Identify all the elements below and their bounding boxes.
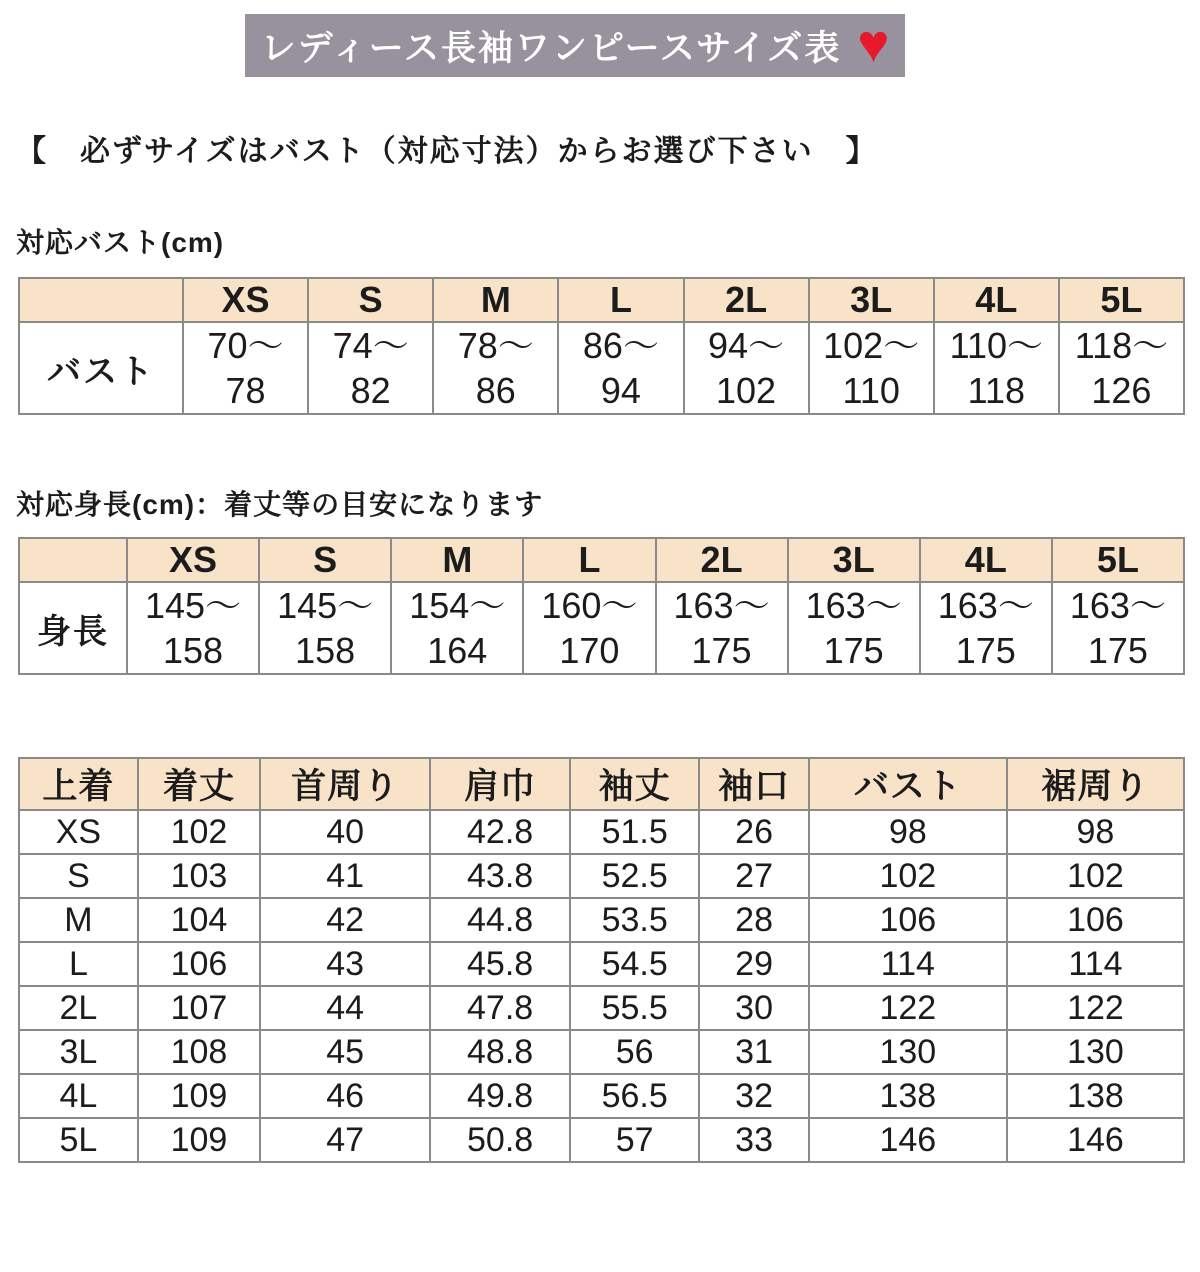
height-row-label: 身長 <box>19 582 127 674</box>
garment-value-cell: 45.8 <box>430 942 570 986</box>
size-range-cell: 163～ 175 <box>1052 582 1184 674</box>
garment-value-cell: 102 <box>809 854 1007 898</box>
page-title: レディース長袖ワンピースサイズ表 <box>260 28 842 68</box>
height-section-label: 対応身長(cm)：着丈等の目安になります <box>16 489 544 520</box>
size-range-cell: 86～ 94 <box>558 322 683 414</box>
size-header-cell: S <box>308 278 433 322</box>
size-range-cell: 160～ 170 <box>523 582 655 674</box>
garment-header-cell: 着丈 <box>138 758 260 810</box>
size-header-cell: 3L <box>788 538 920 582</box>
size-range-cell: 163～ 175 <box>656 582 788 674</box>
garment-value-cell: 102 <box>1007 854 1184 898</box>
garment-measurements-table <box>18 757 1185 1163</box>
garment-value-cell: 106 <box>809 898 1007 942</box>
garment-value-cell: 146 <box>809 1118 1007 1162</box>
garment-header-row <box>19 758 1184 810</box>
size-header-cell: 4L <box>934 278 1059 322</box>
garment-row <box>19 1030 1184 1074</box>
garment-size-cell: 4L <box>19 1074 138 1118</box>
garment-value-cell: 45 <box>260 1030 430 1074</box>
garment-value-cell: 106 <box>1007 898 1184 942</box>
garment-value-cell: 46 <box>260 1074 430 1118</box>
size-header-cell: 4L <box>920 538 1052 582</box>
garment-value-cell: 32 <box>699 1074 809 1118</box>
garment-header-cell: 袖丈 <box>570 758 699 810</box>
garment-header-cell: 肩巾 <box>430 758 570 810</box>
garment-value-cell: 52.5 <box>570 854 699 898</box>
garment-value-cell: 56.5 <box>570 1074 699 1118</box>
garment-table-body <box>19 810 1184 1162</box>
garment-size-cell: S <box>19 854 138 898</box>
garment-value-cell: 31 <box>699 1030 809 1074</box>
garment-value-cell: 50.8 <box>430 1118 570 1162</box>
garment-row <box>19 986 1184 1030</box>
garment-value-cell: 102 <box>138 810 260 854</box>
garment-value-cell: 130 <box>1007 1030 1184 1074</box>
garment-size-cell: M <box>19 898 138 942</box>
size-range-cell: 154～ 164 <box>391 582 523 674</box>
height-data-row <box>19 582 1184 674</box>
size-header-cell: 3L <box>809 278 934 322</box>
garment-value-cell: 44 <box>260 986 430 1030</box>
garment-value-cell: 28 <box>699 898 809 942</box>
garment-value-cell: 56 <box>570 1030 699 1074</box>
garment-value-cell: 122 <box>1007 986 1184 1030</box>
garment-value-cell: 30 <box>699 986 809 1030</box>
selection-notice: 【 必ずサイズはバスト（対応寸法）からお選び下さい 】 <box>16 135 878 168</box>
garment-header-cell: 上着 <box>19 758 138 810</box>
size-header-cell: XS <box>183 278 308 322</box>
garment-value-cell: 107 <box>138 986 260 1030</box>
size-range-cell: 163～ 175 <box>920 582 1052 674</box>
height-header-row <box>19 538 1184 582</box>
garment-header-cell: バスト <box>809 758 1007 810</box>
garment-value-cell: 109 <box>138 1074 260 1118</box>
size-header-cell: M <box>433 278 558 322</box>
garment-row <box>19 810 1184 854</box>
garment-value-cell: 29 <box>699 942 809 986</box>
garment-value-cell: 114 <box>809 942 1007 986</box>
size-range-cell: 78～ 86 <box>433 322 558 414</box>
garment-value-cell: 40 <box>260 810 430 854</box>
garment-value-cell: 27 <box>699 854 809 898</box>
size-range-cell: 145～ 158 <box>259 582 391 674</box>
garment-row <box>19 854 1184 898</box>
garment-value-cell: 98 <box>809 810 1007 854</box>
garment-value-cell: 41 <box>260 854 430 898</box>
size-header-cell: 2L <box>656 538 788 582</box>
title-banner <box>245 14 905 77</box>
garment-value-cell: 47 <box>260 1118 430 1162</box>
garment-value-cell: 49.8 <box>430 1074 570 1118</box>
garment-value-cell: 47.8 <box>430 986 570 1030</box>
height-size-table <box>18 537 1185 675</box>
garment-value-cell: 26 <box>699 810 809 854</box>
garment-value-cell: 48.8 <box>430 1030 570 1074</box>
garment-value-cell: 122 <box>809 986 1007 1030</box>
garment-value-cell: 138 <box>809 1074 1007 1118</box>
garment-value-cell: 114 <box>1007 942 1184 986</box>
garment-value-cell: 138 <box>1007 1074 1184 1118</box>
garment-size-cell: 2L <box>19 986 138 1030</box>
size-header-cell: 2L <box>684 278 809 322</box>
size-range-cell: 102～ 110 <box>809 322 934 414</box>
garment-row <box>19 1118 1184 1162</box>
garment-value-cell: 130 <box>809 1030 1007 1074</box>
garment-value-cell: 54.5 <box>570 942 699 986</box>
size-header-cell: L <box>523 538 655 582</box>
garment-header-cell: 首周り <box>260 758 430 810</box>
garment-value-cell: 98 <box>1007 810 1184 854</box>
size-range-cell: 74～ 82 <box>308 322 433 414</box>
size-header-cell: XS <box>127 538 259 582</box>
garment-value-cell: 55.5 <box>570 986 699 1030</box>
bust-section-label: 対応バスト(cm) <box>16 227 225 258</box>
bust-header-row <box>19 278 1184 322</box>
garment-value-cell: 104 <box>138 898 260 942</box>
garment-row <box>19 1074 1184 1118</box>
garment-value-cell: 57 <box>570 1118 699 1162</box>
garment-value-cell: 108 <box>138 1030 260 1074</box>
size-header-cell: 5L <box>1059 278 1184 322</box>
garment-value-cell: 146 <box>1007 1118 1184 1162</box>
garment-value-cell: 109 <box>138 1118 260 1162</box>
size-range-cell: 70～ 78 <box>183 322 308 414</box>
garment-value-cell: 44.8 <box>430 898 570 942</box>
corner-cell <box>19 538 127 582</box>
size-header-cell: L <box>558 278 683 322</box>
garment-row <box>19 942 1184 986</box>
bust-row-label: バスト <box>19 322 183 414</box>
size-range-cell: 118～ 126 <box>1059 322 1184 414</box>
size-header-cell: S <box>259 538 391 582</box>
garment-header-cell: 袖口 <box>699 758 809 810</box>
garment-value-cell: 103 <box>138 854 260 898</box>
size-header-cell: 5L <box>1052 538 1184 582</box>
garment-size-cell: XS <box>19 810 138 854</box>
garment-value-cell: 33 <box>699 1118 809 1162</box>
size-range-cell: 163～ 175 <box>788 582 920 674</box>
garment-size-cell: 3L <box>19 1030 138 1074</box>
garment-value-cell: 43.8 <box>430 854 570 898</box>
heart-icon: ♥ <box>857 13 890 74</box>
garment-value-cell: 42.8 <box>430 810 570 854</box>
garment-value-cell: 106 <box>138 942 260 986</box>
bust-size-table <box>18 277 1185 415</box>
garment-size-cell: L <box>19 942 138 986</box>
size-header-cell: M <box>391 538 523 582</box>
garment-value-cell: 51.5 <box>570 810 699 854</box>
size-range-cell: 94～ 102 <box>684 322 809 414</box>
garment-header-cell: 裾周り <box>1007 758 1184 810</box>
garment-value-cell: 43 <box>260 942 430 986</box>
garment-value-cell: 53.5 <box>570 898 699 942</box>
garment-row <box>19 898 1184 942</box>
size-range-cell: 110～ 118 <box>934 322 1059 414</box>
corner-cell <box>19 278 183 322</box>
garment-size-cell: 5L <box>19 1118 138 1162</box>
bust-data-row <box>19 322 1184 414</box>
garment-value-cell: 42 <box>260 898 430 942</box>
size-range-cell: 145～ 158 <box>127 582 259 674</box>
